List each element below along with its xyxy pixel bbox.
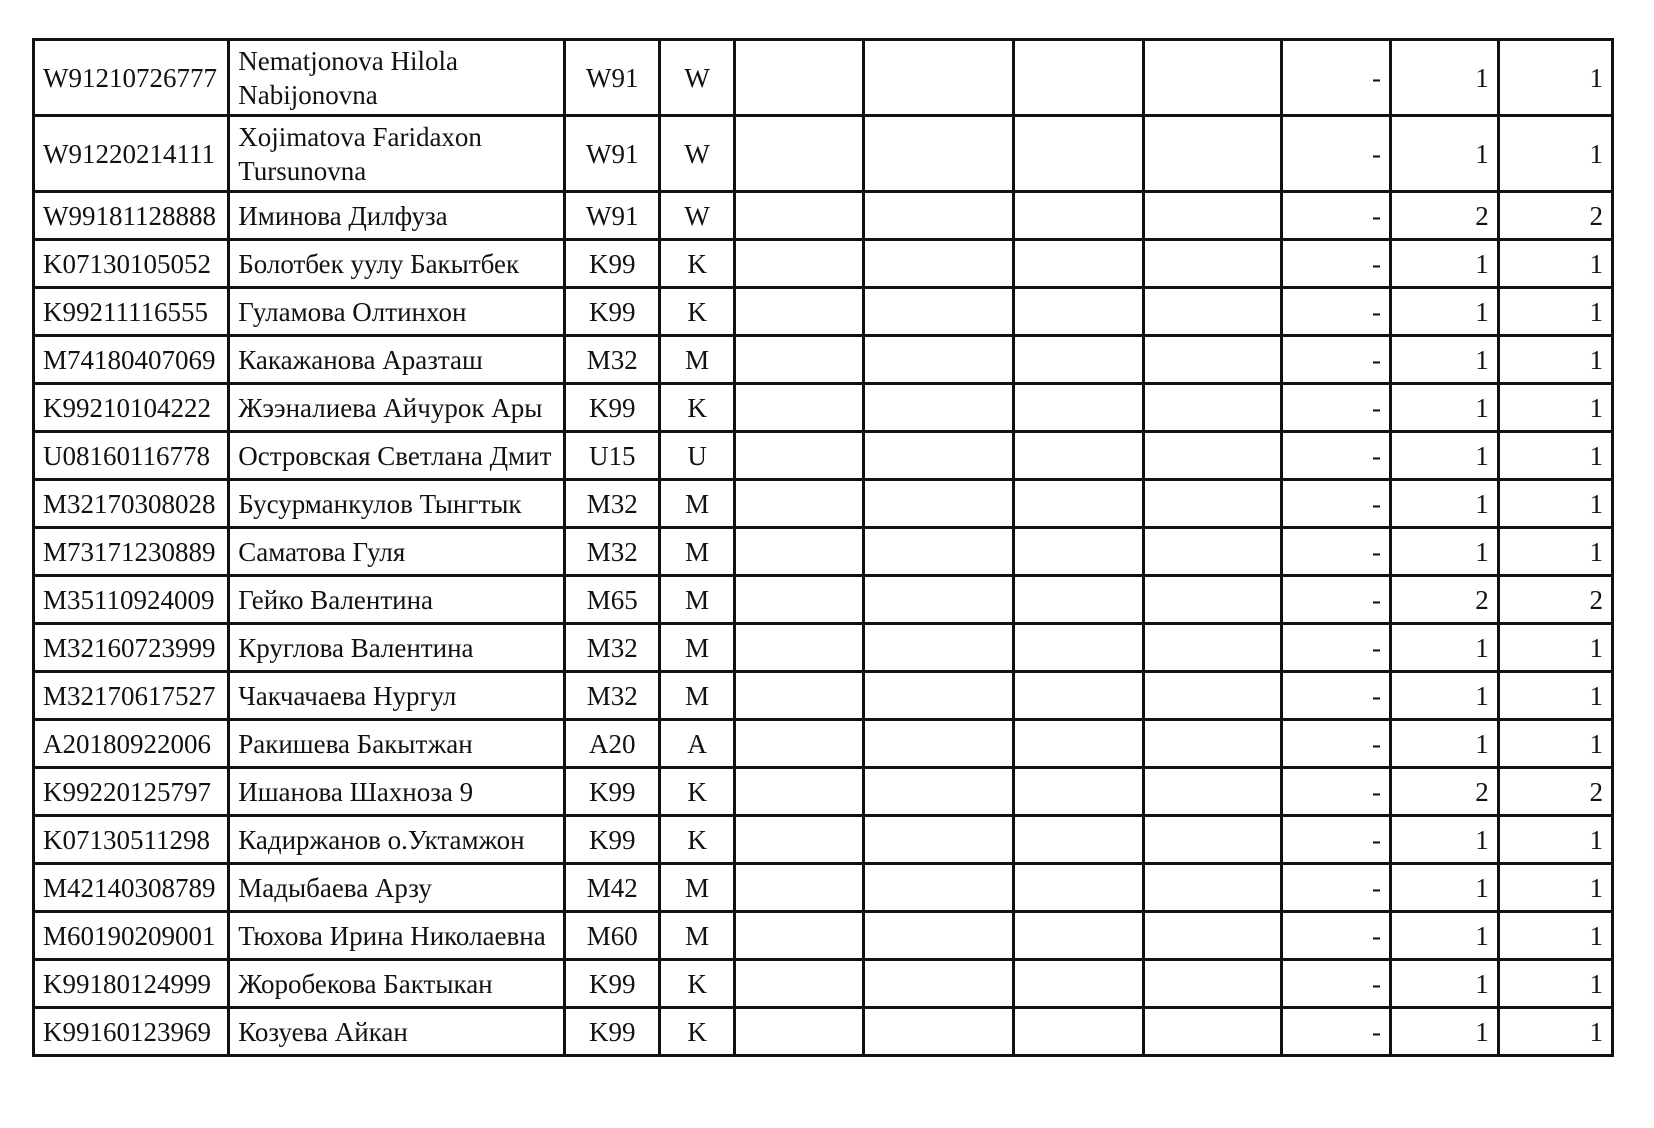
group-code-cell: M32 <box>565 672 660 720</box>
category-letter-cell: K <box>660 1008 735 1056</box>
record-id-cell: M73171230889 <box>34 528 229 576</box>
empty-cell <box>1014 480 1143 528</box>
total-cell: 2 <box>1498 192 1612 240</box>
person-name-cell: Иминова Дилфуза <box>229 192 565 240</box>
table-row <box>34 432 1613 480</box>
record-id-cell: M35110924009 <box>34 576 229 624</box>
person-name-cell: Тюхова Ирина Николаевна <box>229 912 565 960</box>
record-id-cell: M42140308789 <box>34 864 229 912</box>
empty-cell <box>734 192 863 240</box>
total-cell: 1 <box>1498 1008 1612 1056</box>
table-row <box>34 384 1613 432</box>
empty-cell <box>1014 1008 1143 1056</box>
count-cell: 1 <box>1391 336 1499 384</box>
empty-cell <box>734 624 863 672</box>
category-letter-cell: K <box>660 960 735 1008</box>
empty-cell <box>1143 720 1282 768</box>
empty-cell <box>734 960 863 1008</box>
person-name-cell: Кадиржанов о.Уктамжон <box>229 816 565 864</box>
count-cell: 1 <box>1391 864 1499 912</box>
empty-cell <box>864 336 1014 384</box>
empty-cell <box>1014 116 1143 192</box>
empty-cell <box>734 672 863 720</box>
count-cell: 1 <box>1391 672 1499 720</box>
total-cell: 1 <box>1498 480 1612 528</box>
empty-cell <box>1143 1008 1282 1056</box>
empty-cell <box>1014 624 1143 672</box>
group-code-cell: K99 <box>565 384 660 432</box>
record-id-cell: M32170308028 <box>34 480 229 528</box>
dash-cell: - <box>1282 288 1391 336</box>
empty-cell <box>1014 288 1143 336</box>
empty-cell <box>864 576 1014 624</box>
count-cell: 1 <box>1391 288 1499 336</box>
dash-cell: - <box>1282 672 1391 720</box>
empty-cell <box>1014 432 1143 480</box>
count-cell: 1 <box>1391 816 1499 864</box>
group-code-cell: M32 <box>565 480 660 528</box>
empty-cell <box>1143 192 1282 240</box>
empty-cell <box>734 912 863 960</box>
empty-cell <box>864 720 1014 768</box>
empty-cell <box>734 480 863 528</box>
empty-cell <box>1143 576 1282 624</box>
empty-cell <box>734 288 863 336</box>
table-row <box>34 192 1613 240</box>
table-row <box>34 768 1613 816</box>
empty-cell <box>1014 336 1143 384</box>
table-row <box>34 480 1613 528</box>
table-row <box>34 720 1613 768</box>
empty-cell <box>734 40 863 116</box>
total-cell: 1 <box>1498 528 1612 576</box>
total-cell: 1 <box>1498 672 1612 720</box>
dash-cell: - <box>1282 720 1391 768</box>
group-code-cell: W91 <box>565 40 660 116</box>
total-cell: 1 <box>1498 912 1612 960</box>
empty-cell <box>734 1008 863 1056</box>
empty-cell <box>734 720 863 768</box>
category-letter-cell: W <box>660 192 735 240</box>
category-letter-cell: M <box>660 912 735 960</box>
category-letter-cell: M <box>660 624 735 672</box>
person-name-cell: Чакчачаева Нургул <box>229 672 565 720</box>
empty-cell <box>1014 576 1143 624</box>
record-id-cell: M32170617527 <box>34 672 229 720</box>
count-cell: 1 <box>1391 384 1499 432</box>
count-cell: 1 <box>1391 1008 1499 1056</box>
record-id-cell: K07130105052 <box>34 240 229 288</box>
empty-cell <box>1143 432 1282 480</box>
person-name-cell: Xojimatova Faridaxon Tursunovna <box>229 116 565 192</box>
empty-cell <box>734 528 863 576</box>
person-name-cell: Жоробекова Бактыкан <box>229 960 565 1008</box>
empty-cell <box>864 528 1014 576</box>
dash-cell: - <box>1282 240 1391 288</box>
category-letter-cell: K <box>660 816 735 864</box>
group-code-cell: A20 <box>565 720 660 768</box>
empty-cell <box>864 768 1014 816</box>
empty-cell <box>1014 912 1143 960</box>
record-id-cell: U08160116778 <box>34 432 229 480</box>
empty-cell <box>1143 960 1282 1008</box>
table-row <box>34 864 1613 912</box>
empty-cell <box>1014 40 1143 116</box>
empty-cell <box>864 912 1014 960</box>
empty-cell <box>734 336 863 384</box>
empty-cell <box>864 116 1014 192</box>
group-code-cell: M32 <box>565 336 660 384</box>
empty-cell <box>864 192 1014 240</box>
empty-cell <box>1143 116 1282 192</box>
category-letter-cell: M <box>660 480 735 528</box>
group-code-cell: K99 <box>565 960 660 1008</box>
category-letter-cell: K <box>660 768 735 816</box>
total-cell: 1 <box>1498 720 1612 768</box>
person-name-cell: Жээналиева Айчурок Ары <box>229 384 565 432</box>
total-cell: 1 <box>1498 288 1612 336</box>
count-cell: 1 <box>1391 480 1499 528</box>
dash-cell: - <box>1282 576 1391 624</box>
total-cell: 2 <box>1498 768 1612 816</box>
table-row <box>34 816 1613 864</box>
table-row <box>34 336 1613 384</box>
empty-cell <box>864 816 1014 864</box>
group-code-cell: M32 <box>565 624 660 672</box>
record-id-cell: K99180124999 <box>34 960 229 1008</box>
group-code-cell: K99 <box>565 288 660 336</box>
record-id-cell: A20180922006 <box>34 720 229 768</box>
total-cell: 1 <box>1498 816 1612 864</box>
category-letter-cell: K <box>660 288 735 336</box>
person-name-cell: Козуева Айкан <box>229 1008 565 1056</box>
empty-cell <box>1143 336 1282 384</box>
person-name-cell: Гейко Валентина <box>229 576 565 624</box>
count-cell: 1 <box>1391 624 1499 672</box>
group-code-cell: K99 <box>565 816 660 864</box>
total-cell: 1 <box>1498 384 1612 432</box>
dash-cell: - <box>1282 40 1391 116</box>
dash-cell: - <box>1282 624 1391 672</box>
record-id-cell: K99210104222 <box>34 384 229 432</box>
empty-cell <box>1143 816 1282 864</box>
table-body <box>34 40 1613 1056</box>
empty-cell <box>864 624 1014 672</box>
table-row <box>34 576 1613 624</box>
person-name-cell: Круглова Валентина <box>229 624 565 672</box>
total-cell: 1 <box>1498 336 1612 384</box>
empty-cell <box>1014 768 1143 816</box>
empty-cell <box>864 384 1014 432</box>
count-cell: 2 <box>1391 768 1499 816</box>
category-letter-cell: A <box>660 720 735 768</box>
record-id-cell: W99181128888 <box>34 192 229 240</box>
empty-cell <box>864 240 1014 288</box>
empty-cell <box>1014 816 1143 864</box>
total-cell: 1 <box>1498 240 1612 288</box>
count-cell: 1 <box>1391 432 1499 480</box>
empty-cell <box>1143 240 1282 288</box>
person-name-cell: Болотбек уулу Бакытбек <box>229 240 565 288</box>
total-cell: 1 <box>1498 432 1612 480</box>
table-row <box>34 40 1613 116</box>
count-cell: 2 <box>1391 192 1499 240</box>
table-row <box>34 912 1613 960</box>
dash-cell: - <box>1282 816 1391 864</box>
empty-cell <box>864 864 1014 912</box>
table-row <box>34 116 1613 192</box>
total-cell: 1 <box>1498 864 1612 912</box>
category-letter-cell: K <box>660 240 735 288</box>
category-letter-cell: K <box>660 384 735 432</box>
empty-cell <box>864 672 1014 720</box>
record-id-cell: K99160123969 <box>34 1008 229 1056</box>
count-cell: 1 <box>1391 40 1499 116</box>
count-cell: 2 <box>1391 576 1499 624</box>
person-name-cell: Ишанова Шахноза 9 <box>229 768 565 816</box>
empty-cell <box>734 116 863 192</box>
category-letter-cell: W <box>660 116 735 192</box>
group-code-cell: W91 <box>565 192 660 240</box>
count-cell: 1 <box>1391 528 1499 576</box>
person-name-cell: Nematjonova Hilola Nabijonovna <box>229 40 565 116</box>
empty-cell <box>1014 720 1143 768</box>
category-letter-cell: M <box>660 672 735 720</box>
group-code-cell: K99 <box>565 1008 660 1056</box>
dash-cell: - <box>1282 432 1391 480</box>
empty-cell <box>1143 288 1282 336</box>
total-cell: 1 <box>1498 116 1612 192</box>
dash-cell: - <box>1282 912 1391 960</box>
person-name-cell: Гуламова Олтинхон <box>229 288 565 336</box>
empty-cell <box>864 480 1014 528</box>
group-code-cell: M60 <box>565 912 660 960</box>
count-cell: 1 <box>1391 720 1499 768</box>
count-cell: 1 <box>1391 960 1499 1008</box>
table-row <box>34 672 1613 720</box>
record-id-cell: M74180407069 <box>34 336 229 384</box>
record-id-cell: W91210726777 <box>34 40 229 116</box>
person-name-cell: Островская Светлана Дмит <box>229 432 565 480</box>
category-letter-cell: M <box>660 576 735 624</box>
empty-cell <box>1014 864 1143 912</box>
empty-cell <box>734 576 863 624</box>
group-code-cell: K99 <box>565 768 660 816</box>
category-letter-cell: U <box>660 432 735 480</box>
group-code-cell: M32 <box>565 528 660 576</box>
category-letter-cell: W <box>660 40 735 116</box>
person-name-cell: Саматова Гуля <box>229 528 565 576</box>
empty-cell <box>734 768 863 816</box>
empty-cell <box>864 288 1014 336</box>
empty-cell <box>734 432 863 480</box>
record-id-cell: W91220214111 <box>34 116 229 192</box>
empty-cell <box>864 1008 1014 1056</box>
empty-cell <box>734 864 863 912</box>
total-cell: 2 <box>1498 576 1612 624</box>
empty-cell <box>734 240 863 288</box>
table-row <box>34 1008 1613 1056</box>
dash-cell: - <box>1282 960 1391 1008</box>
dash-cell: - <box>1282 1008 1391 1056</box>
dash-cell: - <box>1282 336 1391 384</box>
empty-cell <box>1143 768 1282 816</box>
empty-cell <box>1143 864 1282 912</box>
empty-cell <box>1014 672 1143 720</box>
category-letter-cell: M <box>660 336 735 384</box>
group-code-cell: M65 <box>565 576 660 624</box>
empty-cell <box>1143 384 1282 432</box>
total-cell: 1 <box>1498 960 1612 1008</box>
empty-cell <box>864 40 1014 116</box>
empty-cell <box>1143 912 1282 960</box>
empty-cell <box>1143 480 1282 528</box>
category-letter-cell: M <box>660 864 735 912</box>
empty-cell <box>1014 384 1143 432</box>
dash-cell: - <box>1282 768 1391 816</box>
dash-cell: - <box>1282 384 1391 432</box>
register-table <box>32 38 1614 1057</box>
person-name-cell: Бусурманкулов Тынгтык <box>229 480 565 528</box>
person-name-cell: Ракишева Бакытжан <box>229 720 565 768</box>
record-id-cell: M60190209001 <box>34 912 229 960</box>
record-id-cell: K99220125797 <box>34 768 229 816</box>
table-row <box>34 624 1613 672</box>
empty-cell <box>1014 528 1143 576</box>
empty-cell <box>1014 240 1143 288</box>
dash-cell: - <box>1282 864 1391 912</box>
table-row <box>34 288 1613 336</box>
empty-cell <box>734 816 863 864</box>
dash-cell: - <box>1282 528 1391 576</box>
dash-cell: - <box>1282 480 1391 528</box>
empty-cell <box>1143 40 1282 116</box>
group-code-cell: W91 <box>565 116 660 192</box>
table-row <box>34 960 1613 1008</box>
empty-cell <box>734 384 863 432</box>
count-cell: 1 <box>1391 116 1499 192</box>
person-name-cell: Мадыбаева Арзу <box>229 864 565 912</box>
empty-cell <box>1014 192 1143 240</box>
record-id-cell: K07130511298 <box>34 816 229 864</box>
group-code-cell: M42 <box>565 864 660 912</box>
count-cell: 1 <box>1391 240 1499 288</box>
empty-cell <box>864 960 1014 1008</box>
count-cell: 1 <box>1391 912 1499 960</box>
group-code-cell: U15 <box>565 432 660 480</box>
table-row <box>34 240 1613 288</box>
empty-cell <box>1143 528 1282 576</box>
record-id-cell: M32160723999 <box>34 624 229 672</box>
total-cell: 1 <box>1498 40 1612 116</box>
record-id-cell: K99211116555 <box>34 288 229 336</box>
empty-cell <box>1143 672 1282 720</box>
empty-cell <box>1014 960 1143 1008</box>
person-name-cell: Какажанова Аразташ <box>229 336 565 384</box>
total-cell: 1 <box>1498 624 1612 672</box>
table-row <box>34 528 1613 576</box>
dash-cell: - <box>1282 116 1391 192</box>
empty-cell <box>864 432 1014 480</box>
category-letter-cell: M <box>660 528 735 576</box>
empty-cell <box>1143 624 1282 672</box>
dash-cell: - <box>1282 192 1391 240</box>
group-code-cell: K99 <box>565 240 660 288</box>
